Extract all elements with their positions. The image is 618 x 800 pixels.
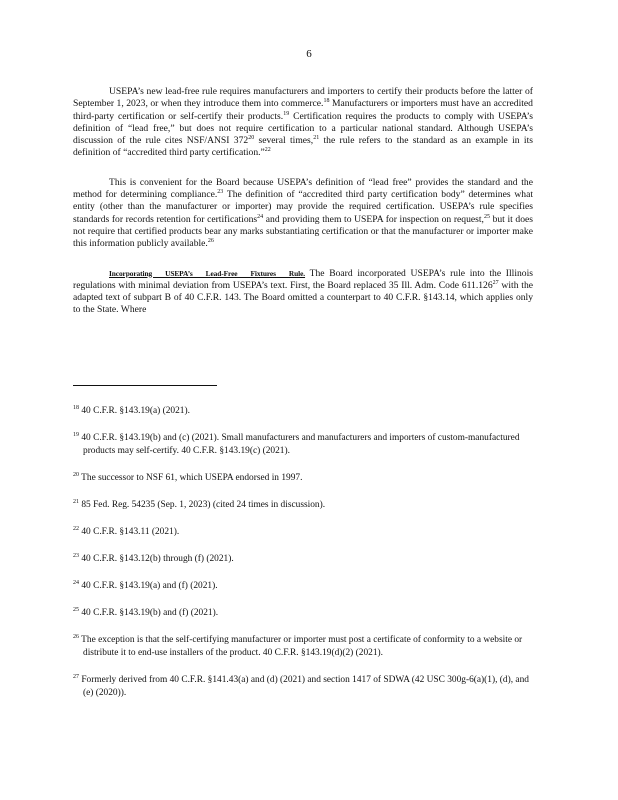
footnote-number: 22 — [73, 525, 79, 532]
footnote-number: 20 — [73, 471, 79, 478]
footnote-26 — [73, 634, 533, 660]
text-run: USEPA’s new lead-free rule requires manufacturers and importers to certify their products before the latter of September 1, 2023, or when they introduce them into commerce. — [73, 86, 533, 110]
footnote-text: 85 Fed. Reg. 54235 (Sep. 1, 2023) (cited 24 times in discussion). — [79, 500, 326, 510]
footnote-text: 40 C.F.R. §143.11 (2021). — [79, 527, 180, 537]
paragraph-3 — [73, 268, 533, 317]
footnote-text: The successor to NSF 61, which USEPA endorsed in 1997. — [79, 473, 303, 483]
footnote-number: 19 — [73, 431, 79, 438]
body-text — [73, 86, 533, 334]
footnote-text: 40 C.F.R. §143.12(b) through (f) (2021). — [79, 554, 234, 564]
text-run: Certification requires the products to comply with USEPA’s definition of “lead free,” but does not require certification to a particular national standard. Although USEPA’s discussion of the rule cites NSF/ANSI 372 — [73, 110, 534, 147]
text-run: the rule refers to the standard as an example in its definition of “accredited third party certification.” — [73, 135, 533, 159]
footnote-number: 21 — [73, 498, 79, 505]
footnote-text: 40 C.F.R. §143.19(a) and (f) (2021). — [79, 581, 218, 591]
footnote-24 — [73, 580, 533, 593]
footnote-text: Formerly derived from 40 C.F.R. §141.43(a) and (d) (2021) and section 1417 of SDWA (42 USC 300g-6(a)(1), (d), and (e) (2020)). — [79, 675, 529, 698]
footnote-ref-19[interactable]: 19 — [283, 110, 290, 117]
footnote-ref-23[interactable]: 23 — [217, 188, 224, 195]
footnote-number: 27 — [73, 673, 79, 680]
footnote-22 — [73, 526, 533, 539]
footnote-text: 40 C.F.R. §143.19(a) (2021). — [79, 406, 190, 416]
footnotes — [73, 405, 533, 714]
footnote-23 — [73, 553, 533, 566]
footnote-text: 40 C.F.R. §143.19(b) and (c) (2021). Small manufacturers and manufacturers and importers of custom-manufactured products may self-certify. 40 C.F.R. §143.19(c) (2021). — [79, 433, 520, 456]
footnote-20 — [73, 472, 533, 485]
page-number: 6 — [306, 48, 312, 60]
text-run: several times, — [254, 135, 314, 147]
text-run: The Board incorporated USEPA’s rule into the Illinois regulations with minimal deviation from USEPA’s text. First, the Board replaced 35 Ill. Adm. Code 611.126 — [73, 267, 533, 291]
footnote-text: The exception is that the self-certifying manufacturer or importer must post a certificate of conformity to a website or distribute it to end-use installers of the product. 40 C.F.R. §143.19(d)(2) (2021). — [79, 635, 523, 658]
text-run: This is convenient for the Board because USEPA’s definition of “lead free” provides the standard and the method for determining compliance. — [73, 176, 533, 201]
footnote-18 — [73, 405, 533, 418]
footnote-number: 26 — [73, 633, 79, 640]
footnote-separator — [73, 385, 217, 386]
footnote-ref-24[interactable]: 24 — [257, 213, 264, 220]
footnote-19 — [73, 432, 533, 458]
text-run: but it does not require that certified products bear any marks substantiating certification or that the manufacturer or importer make this information publicly available. — [73, 213, 534, 250]
text-run: Manufacturers or importers must have an accredited third-party certification or self-certify their products. — [73, 98, 533, 122]
footnote-21 — [73, 499, 533, 512]
footnote-number: 23 — [73, 552, 79, 559]
footnote-ref-22[interactable]: 22 — [264, 147, 271, 154]
footnote-number: 24 — [73, 579, 79, 586]
section-heading: Incorporating USEPA’s Lead-Free Fixtures Rule. — [109, 268, 306, 278]
footnote-25 — [73, 607, 533, 620]
footnote-ref-25[interactable]: 25 — [483, 213, 490, 220]
footnote-27 — [73, 674, 533, 700]
footnote-number: 25 — [73, 606, 79, 613]
footnote-ref-20[interactable]: 20 — [248, 135, 255, 141]
text-run: with the adapted text of subpart B of 40 C.F.R. 143. The Board omitted a counterpart to 40 C.F.R. §143.14, which applies only to the State. Where — [73, 279, 533, 316]
text-run: and providing them to USEPA for inspection on request, — [263, 213, 484, 225]
footnote-ref-27[interactable]: 27 — [492, 279, 499, 286]
text-run: The definition of “accredited third party certification body” determines what entity (other than the manufacturer or importer) may provide the required certification. USEPA’s rule specifies standards for records retention for certifications — [73, 189, 533, 225]
footnote-text: 40 C.F.R. §143.19(b) and (f) (2021). — [79, 608, 219, 618]
footnote-ref-18[interactable]: 18 — [323, 98, 330, 105]
footnote-ref-26[interactable]: 26 — [207, 238, 214, 245]
footnote-number: 18 — [73, 404, 79, 411]
paragraph-2 — [73, 177, 533, 251]
paragraph-1 — [73, 86, 533, 160]
footnote-ref-21[interactable]: 21 — [313, 135, 320, 141]
